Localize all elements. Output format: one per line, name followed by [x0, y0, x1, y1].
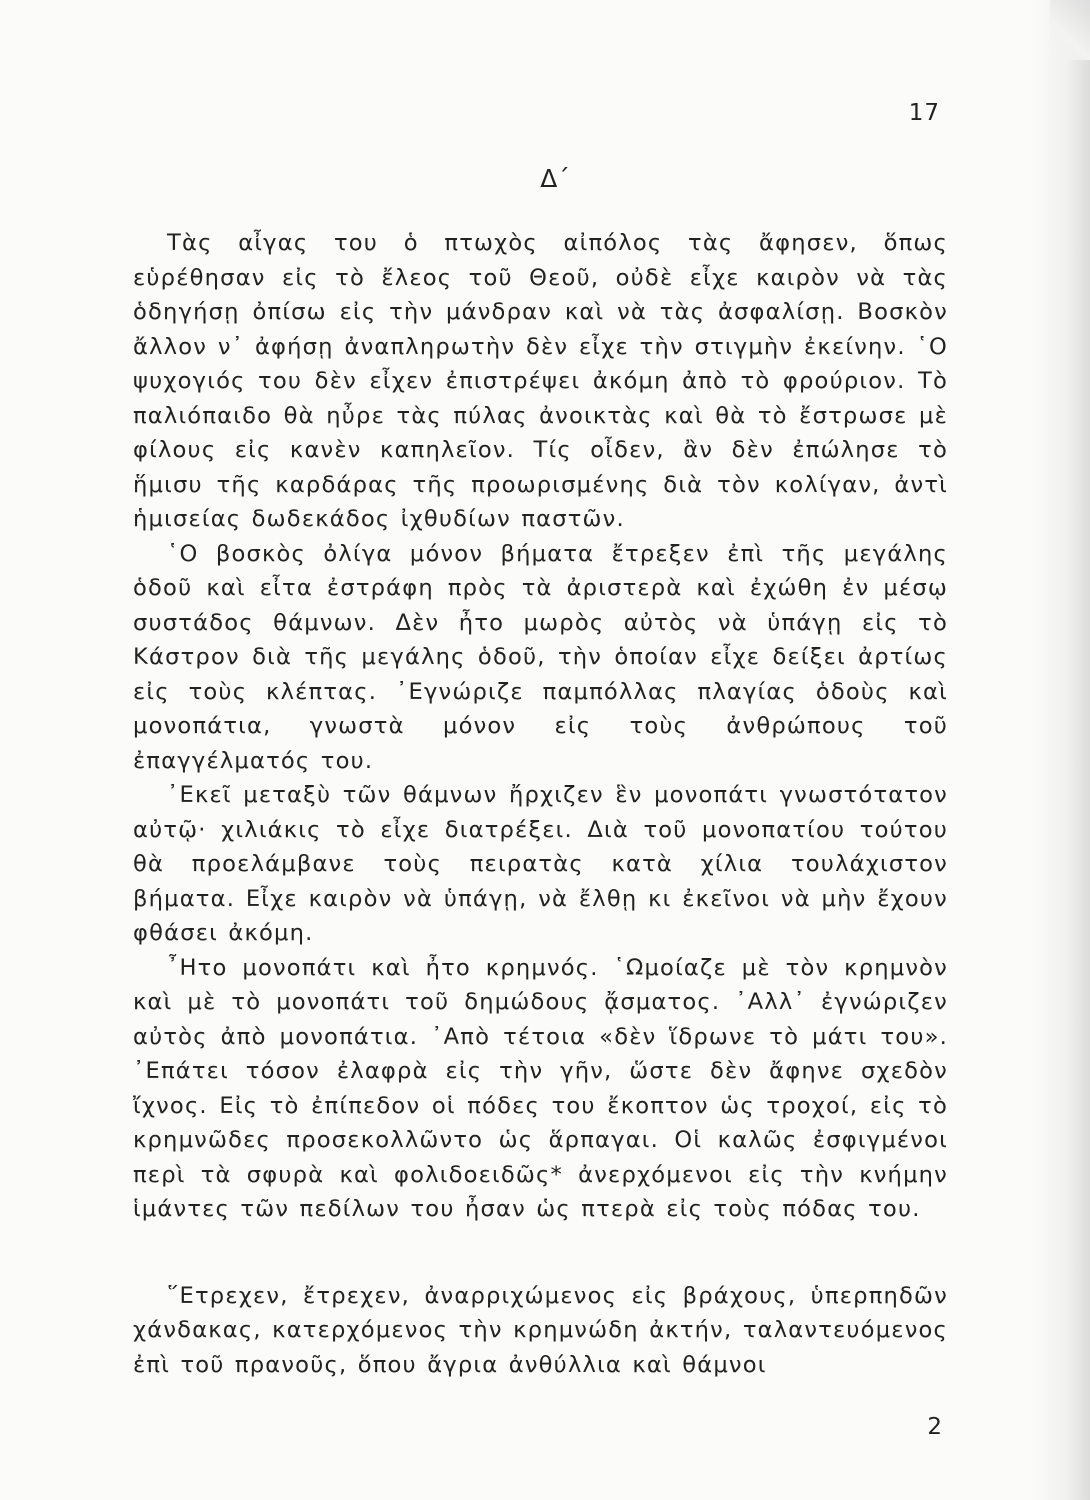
page-corner-fold	[1050, 0, 1090, 60]
paragraph-1: Τὰς αἶγας του ὁ πτωχὸς αἰπόλος τὰς ἄφησεν, ὅπως εὑρέθησαν εἰς τὸ ἔλεος τοῦ Θεοῦ, οὐδὲ εἶχε καιρὸν νὰ τὰς ὁδηγήσῃ ὀπίσω εἰς τὴν μάνδραν καὶ νὰ τὰς ἀσφαλίσῃ. Βοσκὸν ἄλλον ν᾿ ἀφήσῃ ἀναπληρωτὴν δὲν εἶχε τὴν στιγμὴν ἐκείνην. ῾Ο ψυχογιός του δὲν εἶχεν ἐπιστρέψει ἀκόμη ἀπὸ τὸ φρούριον. Τὸ παλιόπαιδο θὰ ηὖρε τὰς πύλας ἀνοικτὰς καὶ θὰ τὸ ἔστρωσε μὲ φίλους εἰς κανὲν καπηλεῖον. Τίς οἶδεν, ἂν δὲν ἐπώλησε τὸ ἥμισυ τῆς καρδάρας τῆς προωρισμένης διὰ τὸν κολίγαν, ἀντὶ ἡμισείας δωδεκάδος ἰχθυδίων παστῶν.	[133, 230, 948, 532]
paragraph-5: ῞Ετρεχεν, ἔτρεχεν, ἀναρριχώμενος εἰς βράχους, ὑπερπηδῶν χάνδακας, κατερχόμενος τὴν κρημνώδη ἀκτήν, ταλαντευόμενος ἐπὶ τοῦ πρανοῦς, ὅπου ἄγρια ἀνθύλλια καὶ θάμνοι	[133, 1282, 948, 1378]
paragraph-2: ῾Ο βοσκὸς ὀλίγα μόνον βήματα ἔτρεξεν ἐπὶ τῆς μεγάλης ὁδοῦ καὶ εἶτα ἐστράφη πρὸς τὰ ἀριστερὰ καὶ ἐχώθη ἐν μέσῳ συστάδος θάμνων. Δὲν ἦτο μωρὸς αὐτὸς νὰ ὑπάγῃ εἰς τὸ Κάστρον διὰ τῆς μεγάλης ὁδοῦ, τὴν ὁποίαν εἶχε δείξει ἀρτίως εἰς τοὺς κλέπτας. ᾿Εγνώριζε παμπόλλας πλαγίας ὁδοὺς καὶ μονοπάτια, γνωστὰ μόνον εἰς τοὺς ἀνθρώπους τοῦ ἐπαγγέλματός του.	[133, 540, 948, 774]
signature-mark: 2	[927, 1414, 942, 1440]
paragraph-4: ῏Ητο μονοπάτι καὶ ἦτο κρημνός. ῾Ωμοίαζε μὲ τὸν κρημνὸν καὶ μὲ τὸ μονοπάτι τοῦ δημώδους ᾄσματος. ᾿Αλλ᾿ ἐγνώριζεν αὐτὸς ἀπὸ μονοπάτια. ᾿Απὸ τέτοια «δὲν ἵδρωνε τὸ μάτι του». ᾿Επάτει τόσον ἐλαφρὰ εἰς τὴν γῆν, ὥστε δὲν ἄφηνε σχεδὸν ἴχνος. Εἰς τὸ ἐπίπεδον οἱ πόδες του ἔκοπτον ὡς τροχοί, εἰς τὸ κρημνῶδες προσεκολλῶντο ὡς ἅρπαγαι. Οἱ καλῶς ἐσφιγμένοι περὶ τὰ σφυρὰ καὶ φολιδοειδῶς* ἀνερχόμενοι εἰς τὴν κνήμην ἱμάντες τῶν πεδίλων του ἦσαν ὡς πτερὰ εἰς τοὺς πόδας του.	[133, 954, 948, 1222]
paragraph-3: ᾿Εκεῖ μεταξὺ τῶν θάμνων ἤρχιζεν ἓν μονοπάτι γνωστότατον αὐτῷ· χιλιάκις τὸ εἶχε διατρέξει. Διὰ τοῦ μονοπατίου τούτου θὰ προελάμβανε τοὺς πειρατὰς κατὰ χίλια τουλάχιστον βήματα. Εἶχε καιρὸν νὰ ὑπάγῃ, νὰ ἔλθῃ κι ἐκεῖνοι νὰ μὴν ἔχουν φθάσει ἀκόμη.	[133, 782, 948, 946]
section-break	[133, 1227, 948, 1279]
chapter-heading: Δ΄	[540, 164, 570, 193]
body-text	[133, 226, 948, 1382]
page-number: 17	[908, 100, 940, 126]
page-edge-shadow	[1030, 0, 1090, 1500]
